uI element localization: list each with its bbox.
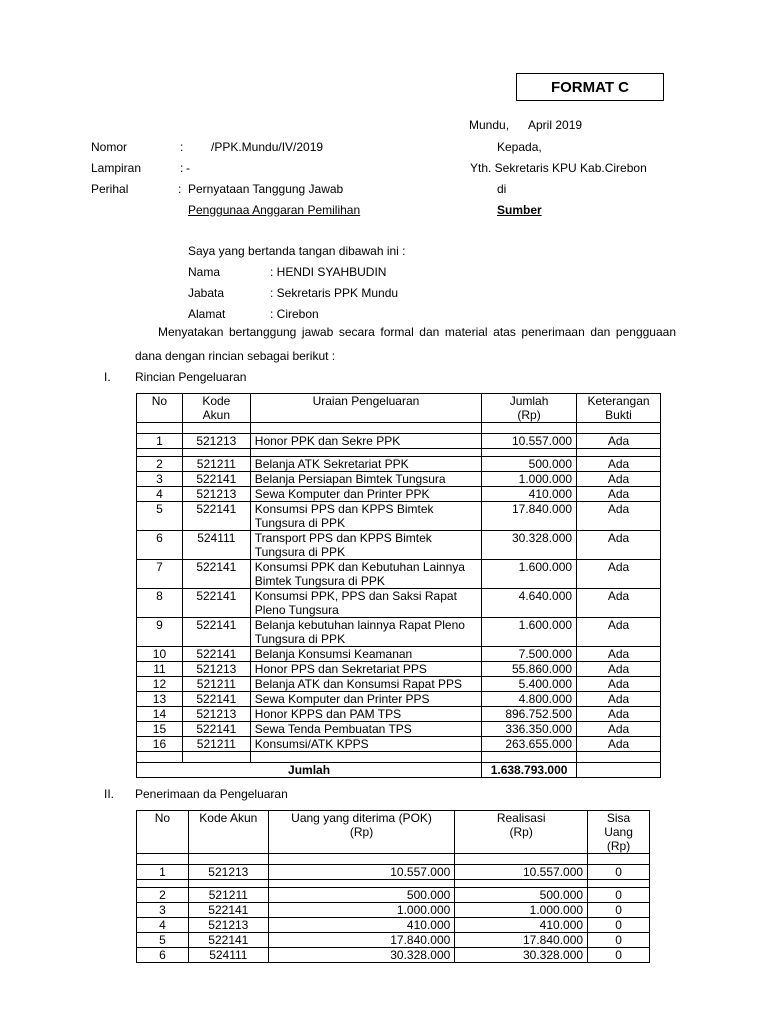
empty-cell [188,880,268,888]
empty-cell [482,423,577,434]
spacer-row [137,449,661,457]
header-kode [182,394,250,423]
header-uraian: Uraian Pengeluaran [250,394,481,423]
section2-title: Penerimaan da Pengeluaran [135,787,288,801]
row-realisasi: 500.000 [455,888,588,903]
table-row [137,502,661,531]
row-realisasi: 1.000.000 [455,903,588,918]
row-keterangan: Ada [577,531,661,560]
row-kode: 522141 [182,692,250,707]
perihal-colon: : [178,182,182,196]
perihal-label: Perihal [91,182,129,196]
empty-cell [577,763,661,778]
row-uraian: Belanja Persiapan Bimtek Tungsura [250,472,481,487]
header-keterangan [577,394,661,423]
row-keterangan: Ada [577,502,661,531]
header-sisa-line2: (Rp) [606,839,631,853]
lampiran-value: - [186,161,190,175]
row-no: 13 [137,692,183,707]
empty-cell [482,752,577,763]
header-uang-diterima [268,811,455,854]
row-sisa: 0 [588,933,650,948]
table-row [137,457,661,472]
row-no: 1 [137,434,183,449]
lampiran-colon: : [180,161,184,175]
row-kode: 521213 [188,918,268,933]
table-row [137,707,661,722]
row-jumlah: 410.000 [482,487,577,502]
row-keterangan: Ada [577,677,661,692]
jabatan-value: : Sekretaris PPK Mundu [270,286,399,300]
empty-cell [137,854,189,865]
row-keterangan: Ada [577,618,661,647]
table-row [137,737,661,752]
row-jumlah: 17.840.000 [482,502,577,531]
spacer-row [137,880,650,888]
header-realisasi [455,811,588,854]
row-realisasi: 410.000 [455,918,588,933]
nomor-colon: : [180,140,184,154]
row-keterangan: Ada [577,737,661,752]
row-uraian: Honor PPK dan Sekre PPK [250,434,481,449]
table-row [137,903,650,918]
recipient: Yth. Sekretaris KPU Kab.Cirebon [470,161,647,175]
row-jumlah: 5.400.000 [482,677,577,692]
row-no: 4 [137,487,183,502]
table-row [137,677,661,692]
empty-cell [137,880,189,888]
row-no: 10 [137,647,183,662]
empty-cell [577,752,661,763]
row-realisasi: 30.328.000 [455,948,588,963]
header-uang-line1: Uang yang diterima (POK) [291,811,432,825]
table-row [137,589,661,618]
section1-number: I. [104,370,111,384]
sumber-label: Sumber [497,203,542,217]
row-jumlah: 55.860.000 [482,662,577,677]
total-value: 1.638.793.000 [482,763,577,778]
header-jumlah [482,394,577,423]
row-keterangan: Ada [577,707,661,722]
row-jumlah: 263.655.000 [482,737,577,752]
receipt-table [136,810,650,963]
section2-number: II. [104,787,115,801]
table-row [137,531,661,560]
row-no: 6 [137,948,189,963]
row-no: 5 [137,933,189,948]
row-kode: 522141 [182,502,250,531]
row-kode: 521213 [182,434,250,449]
row-jumlah: 4.640.000 [482,589,577,618]
row-keterangan: Ada [577,647,661,662]
row-no: 16 [137,737,183,752]
spacer-row [137,854,650,865]
row-sisa: 0 [588,865,650,880]
row-kode: 524111 [188,948,268,963]
row-keterangan: Ada [577,722,661,737]
table-row [137,933,650,948]
row-no: 11 [137,662,183,677]
expense-table-header [137,394,661,423]
nama-label: Nama [188,265,221,279]
empty-cell [137,752,183,763]
row-uraian: Honor KPPS dan PAM TPS [250,707,481,722]
letter-date: April 2019 [528,118,583,132]
row-jumlah: 336.350.000 [482,722,577,737]
row-uang-diterima: 500.000 [268,888,455,903]
perihal-line2: Penggunaa Anggaran Pemilihan [188,203,361,217]
row-jumlah: 1.000.000 [482,472,577,487]
row-uraian: Belanja Konsumsi Keamanan [250,647,481,662]
row-no: 2 [137,457,183,472]
table-row [137,948,650,963]
row-jumlah: 7.500.000 [482,647,577,662]
table-row [137,662,661,677]
row-kode: 521211 [182,677,250,692]
statement-line2: dana dengan rincian sebagai berikut : [135,349,336,363]
row-uraian: Transport PPS dan KPPS Bimtek Tungsura di PPK [250,531,481,560]
row-uraian: Belanja ATK dan Konsumsi Rapat PPS [250,677,481,692]
row-keterangan: Ada [577,662,661,677]
row-no: 4 [137,918,189,933]
row-kode: 521213 [182,662,250,677]
row-keterangan: Ada [577,589,661,618]
row-no: 1 [137,865,189,880]
empty-cell [577,423,661,434]
row-kode: 522141 [182,560,250,589]
row-kode: 521211 [182,457,250,472]
row-kode: 522141 [182,589,250,618]
row-kode: 521213 [188,865,268,880]
table-row [137,888,650,903]
empty-cell [250,449,481,457]
empty-cell [588,854,650,865]
table-row [137,647,661,662]
row-jumlah: 4.800.000 [482,692,577,707]
alamat-label: Alamat [188,307,226,321]
row-uraian: Konsumsi/ATK KPPS [250,737,481,752]
row-kode: 522141 [182,472,250,487]
empty-cell [482,449,577,457]
row-sisa: 0 [588,888,650,903]
spacer-row [137,423,661,434]
row-no: 6 [137,531,183,560]
empty-cell [455,854,588,865]
table-row [137,434,661,449]
table-row [137,918,650,933]
row-uraian: Sewa Komputer dan Printer PPK [250,487,481,502]
jabatan-label: Jabata [188,286,225,300]
table-row [137,560,661,589]
place-label: Mundu, [469,118,510,132]
row-kode: 522141 [182,722,250,737]
total-label: Jumlah [137,763,482,778]
empty-cell [455,880,588,888]
header-real-line1: Realisasi [496,811,546,825]
header-no: No [137,811,189,854]
row-keterangan: Ada [577,434,661,449]
row-uraian: Sewa Komputer dan Printer PPS [250,692,481,707]
row-sisa: 0 [588,903,650,918]
row-uraian: Honor PPS dan Sekretariat PPS [250,662,481,677]
empty-cell [182,423,250,434]
intro-text: Saya yang bertanda tangan dibawah ini : [188,244,406,258]
row-kode: 522141 [182,618,250,647]
row-no: 15 [137,722,183,737]
kepada-label: Kepada, [497,140,542,154]
row-uraian: Konsumsi PPK, PPS dan Saksi Rapat Pleno Tungsura [250,589,481,618]
row-uang-diterima: 30.328.000 [268,948,455,963]
empty-cell [588,880,650,888]
row-sisa: 0 [588,918,650,933]
di-label: di [497,182,507,196]
table-row [137,472,661,487]
row-kode: 522141 [188,933,268,948]
row-no: 7 [137,560,183,589]
header-jumlah-line1: Jumlah [509,394,549,408]
expense-table [136,393,661,778]
row-keterangan: Ada [577,457,661,472]
row-no: 14 [137,707,183,722]
row-uang-diterima: 1.000.000 [268,903,455,918]
row-uraian: Belanja kebutuhan lainnya Rapat Pleno Tungsura di PPK [250,618,481,647]
empty-cell [250,752,481,763]
row-no: 2 [137,888,189,903]
row-kode: 522141 [182,647,250,662]
statement-line1: Menyatakan bertanggung jawab secara formal dan material atas penerimaan dan pengguaan [158,325,676,339]
table-row [137,865,650,880]
row-jumlah: 1.600.000 [482,560,577,589]
row-uraian: Sewa Tenda Pembuatan TPS [250,722,481,737]
row-keterangan: Ada [577,487,661,502]
empty-cell [182,752,250,763]
row-realisasi: 10.557.000 [455,865,588,880]
row-no: 9 [137,618,183,647]
row-jumlah: 30.328.000 [482,531,577,560]
receipt-table-header [137,811,650,854]
lampiran-label: Lampiran [91,161,142,175]
empty-cell [182,449,250,457]
section1-title: Rincian Pengeluaran [135,370,247,384]
row-jumlah: 500.000 [482,457,577,472]
nomor-value: /PPK.Mundu/IV/2019 [211,140,324,154]
empty-cell [137,449,183,457]
row-realisasi: 17.840.000 [455,933,588,948]
header-kode-line1: Kode [202,394,231,408]
row-keterangan: Ada [577,560,661,589]
row-kode: 524111 [182,531,250,560]
alamat-value: : Cirebon [270,307,319,321]
header-jumlah-line2: (Rp) [517,408,541,422]
header-kode-akun: Kode Akun [188,811,268,854]
header-uang-line2: (Rp) [349,825,374,839]
empty-cell [137,423,183,434]
row-kode: 521211 [188,888,268,903]
perihal-line1: Pernyataan Tanggung Jawab [188,182,344,196]
row-no: 3 [137,472,183,487]
row-jumlah: 896.752.500 [482,707,577,722]
row-uraian: Belanja ATK Sekretariat PPK [250,457,481,472]
header-kode-line2: Akun [202,408,231,422]
row-uraian: Konsumsi PPS dan KPPS Bimtek Tungsura di PPK [250,502,481,531]
table-row [137,487,661,502]
table-row [137,618,661,647]
row-kode: 521213 [182,487,250,502]
empty-cell [188,854,268,865]
format-label: FORMAT C [516,73,664,101]
row-kode: 522141 [188,903,268,918]
empty-cell [268,880,455,888]
row-sisa: 0 [588,948,650,963]
header-sisa-line1: Sisa Uang [604,811,633,839]
header-sisa [588,811,650,854]
row-jumlah: 10.557.000 [482,434,577,449]
header-real-line2: (Rp) [509,825,533,839]
table-row [137,722,661,737]
row-keterangan: Ada [577,472,661,487]
header-ket-line1: Keterangan [587,394,650,408]
row-kode: 521211 [182,737,250,752]
row-kode: 521213 [182,707,250,722]
row-no: 3 [137,903,189,918]
nama-value: : HENDI SYAHBUDIN [270,265,387,279]
empty-cell [268,854,455,865]
total-row [137,763,661,778]
row-uraian: Konsumsi PPK dan Kebutuhan Lainnya Bimtek Tungsura di PPK [250,560,481,589]
row-no: 12 [137,677,183,692]
row-uang-diterima: 17.840.000 [268,933,455,948]
row-jumlah: 1.600.000 [482,618,577,647]
empty-cell [250,423,481,434]
row-uang-diterima: 410.000 [268,918,455,933]
header-ket-line2: Bukti [605,408,632,422]
header-no: No [137,394,183,423]
row-keterangan: Ada [577,692,661,707]
nomor-label: Nomor [91,140,128,154]
empty-cell [577,449,661,457]
row-no: 5 [137,502,183,531]
row-no: 8 [137,589,183,618]
row-uang-diterima: 10.557.000 [268,865,455,880]
spacer-row [137,752,661,763]
table-row [137,692,661,707]
